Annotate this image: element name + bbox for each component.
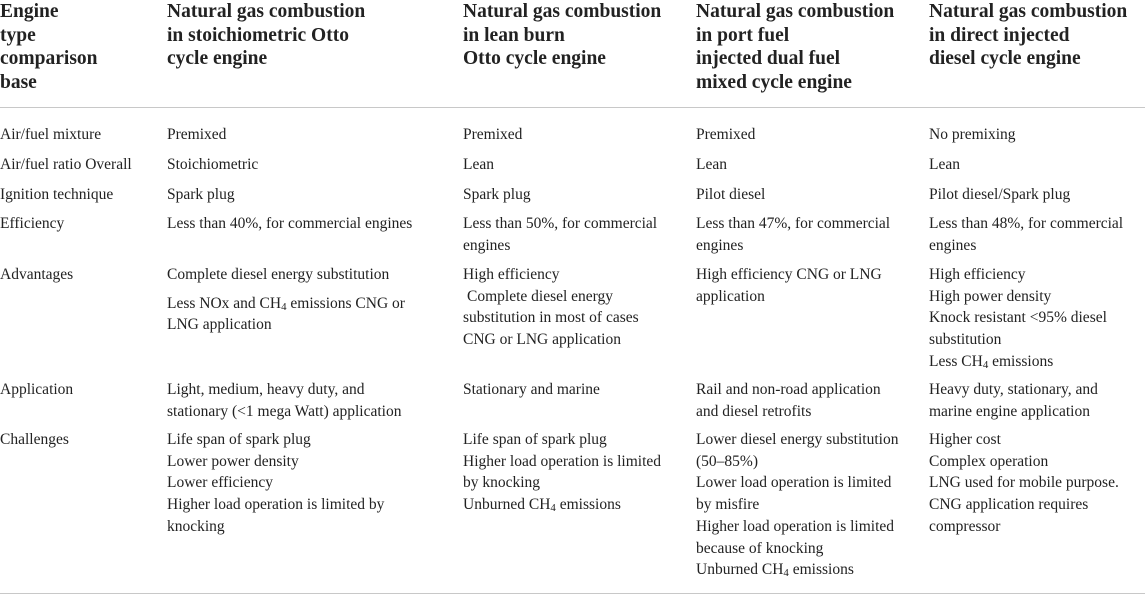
header-lean-burn-otto: Natural gas combustion in lean burn Otto cycle engine bbox=[463, 1, 662, 69]
row-label: Air/fuel ratio Overall bbox=[0, 156, 132, 173]
table-cell bbox=[929, 429, 1119, 538]
cell-line: marine engine application bbox=[929, 402, 1090, 420]
cell-line: Less than 50%, for commercial bbox=[463, 215, 658, 232]
cell-line: Lower diesel energy substitution bbox=[696, 431, 899, 448]
cell-line: by misfire bbox=[696, 496, 760, 514]
cell-line: Higher load operation is limited bbox=[463, 452, 662, 470]
cell-line: Lean bbox=[929, 156, 960, 173]
table-cell bbox=[696, 429, 898, 581]
cell-line: Higher load operation is limited bbox=[696, 517, 895, 535]
table-cell bbox=[929, 379, 1098, 422]
cell-line: knocking bbox=[167, 517, 225, 535]
cell-line: Stoichiometric bbox=[167, 156, 259, 173]
cell-line: because of knocking bbox=[696, 539, 824, 557]
cell-line: Lower load operation is limited bbox=[696, 474, 892, 492]
table-cell bbox=[167, 184, 235, 206]
table-cell bbox=[929, 124, 1016, 146]
cell-line: Less $CH_4$ emissions bbox=[929, 352, 1054, 371]
cell-line: Life span of spark plug bbox=[167, 431, 311, 448]
row-label: Air/fuel mixture bbox=[0, 126, 102, 143]
cell-line: Lower efficiency bbox=[167, 474, 274, 492]
cell-line: CNG application requires bbox=[929, 496, 1089, 514]
cell-line: Premixed bbox=[463, 126, 523, 143]
cell-line: substitution bbox=[929, 331, 1002, 349]
cell-line: Lower power density bbox=[167, 452, 299, 470]
cell-line: Premixed bbox=[696, 126, 756, 143]
table-cell bbox=[929, 154, 960, 176]
cell-line: Spark plug bbox=[463, 186, 531, 203]
table-cell bbox=[463, 379, 600, 401]
table-cell bbox=[696, 213, 890, 256]
cell-line: Stationary and marine bbox=[463, 381, 600, 398]
cell-line: compressor bbox=[929, 517, 1001, 535]
cell-line: (50–85%) bbox=[696, 452, 758, 470]
cell-line: Less NOx and $CH_4$ emissions CNG or bbox=[167, 294, 405, 313]
table-cell bbox=[167, 124, 226, 146]
table-cell bbox=[696, 379, 881, 422]
table-cell bbox=[696, 184, 765, 206]
cell-line: engines bbox=[463, 236, 511, 254]
cell-line: Lean bbox=[463, 156, 494, 173]
cell-line: engines bbox=[929, 236, 977, 254]
table-header bbox=[0, 0, 1145, 108]
table-cell bbox=[929, 213, 1123, 256]
table-bottom-rule bbox=[0, 593, 1145, 594]
table-cell bbox=[463, 184, 531, 206]
cell-line: and diesel retrofits bbox=[696, 402, 812, 420]
cell-line: High efficiency bbox=[929, 266, 1026, 283]
cell-line: Less than 48%, for commercial bbox=[929, 215, 1124, 232]
table-cell bbox=[463, 124, 522, 146]
cell-line: Light, medium, heavy duty, and bbox=[167, 381, 365, 398]
table-cell bbox=[696, 124, 755, 146]
table-cell bbox=[167, 264, 405, 336]
cell-line: Life span of spark plug bbox=[463, 431, 607, 448]
cell-line: High efficiency bbox=[463, 266, 560, 283]
table-cell bbox=[929, 264, 1107, 373]
row-label: Advantages bbox=[0, 266, 74, 283]
cell-line: Less than 40%, for commercial engines bbox=[167, 215, 413, 232]
cell-line: Complete diesel energy substitution bbox=[167, 266, 390, 283]
table-cell bbox=[167, 379, 401, 422]
table-cell bbox=[167, 154, 258, 176]
table-cell bbox=[463, 154, 494, 176]
cell-line: High efficiency CNG or LNG bbox=[696, 266, 882, 283]
cell-line: Spark plug bbox=[167, 186, 235, 203]
cell-line: Higher load operation is limited by bbox=[167, 496, 385, 514]
cell-line: Rail and non-road application bbox=[696, 381, 881, 398]
row-label: Efficiency bbox=[0, 215, 65, 232]
cell-line: LNG application bbox=[167, 316, 272, 334]
table-cell bbox=[463, 213, 657, 256]
cell-line: Less than 47%, for commercial bbox=[696, 215, 891, 232]
cell-line: Complex operation bbox=[929, 452, 1049, 470]
table-cell bbox=[167, 429, 384, 538]
cell-line: Heavy duty, stationary, and bbox=[929, 381, 1098, 398]
cell-line: by knocking bbox=[463, 474, 541, 492]
cell-line: No premixing bbox=[929, 126, 1016, 143]
cell-line: Higher cost bbox=[929, 431, 1001, 448]
table-cell bbox=[167, 213, 412, 235]
cell-line: Lean bbox=[696, 156, 727, 173]
cell-line: application bbox=[696, 287, 765, 305]
cell-line: stationary (<1 mega Watt) application bbox=[167, 402, 402, 420]
cell-line: substitution in most of cases bbox=[463, 309, 639, 327]
cell-line: Complete diesel energy bbox=[467, 287, 614, 305]
table-cell bbox=[696, 264, 882, 307]
cell-line: CNG or LNG application bbox=[463, 331, 621, 349]
table-cell bbox=[696, 154, 727, 176]
cell-line: Premixed bbox=[167, 126, 227, 143]
cell-line: Unburned $CH_4$ emissions bbox=[463, 496, 621, 515]
cell-line: LNG used for mobile purpose. bbox=[929, 474, 1119, 492]
cell-line: engines bbox=[696, 236, 744, 254]
header-stoichiometric-otto: Natural gas combustion in stoichiometric Otto cycle engine bbox=[167, 1, 366, 69]
table-cell bbox=[929, 184, 1070, 206]
row-label: Challenges bbox=[0, 431, 69, 448]
cell-line: High power density bbox=[929, 287, 1052, 305]
cell-line: Knock resistant <95% diesel bbox=[929, 309, 1107, 327]
header-engine-type: Engine type comparison base bbox=[0, 1, 98, 93]
header-direct-injected-diesel: Natural gas combustion in direct injected diesel cycle engine bbox=[929, 1, 1128, 69]
cell-line: Pilot diesel bbox=[696, 186, 766, 203]
header-dual-fuel-mixed: Natural gas combustion in port fuel injected dual fuel mixed cycle engine bbox=[696, 1, 895, 93]
table-cell bbox=[463, 264, 639, 351]
cell-line: Pilot diesel/Spark plug bbox=[929, 186, 1071, 203]
table-cell bbox=[463, 429, 661, 516]
row-label: Application bbox=[0, 381, 74, 398]
cell-line: Unburned $CH_4$ emissions bbox=[696, 561, 854, 580]
row-label: Ignition technique bbox=[0, 186, 114, 203]
